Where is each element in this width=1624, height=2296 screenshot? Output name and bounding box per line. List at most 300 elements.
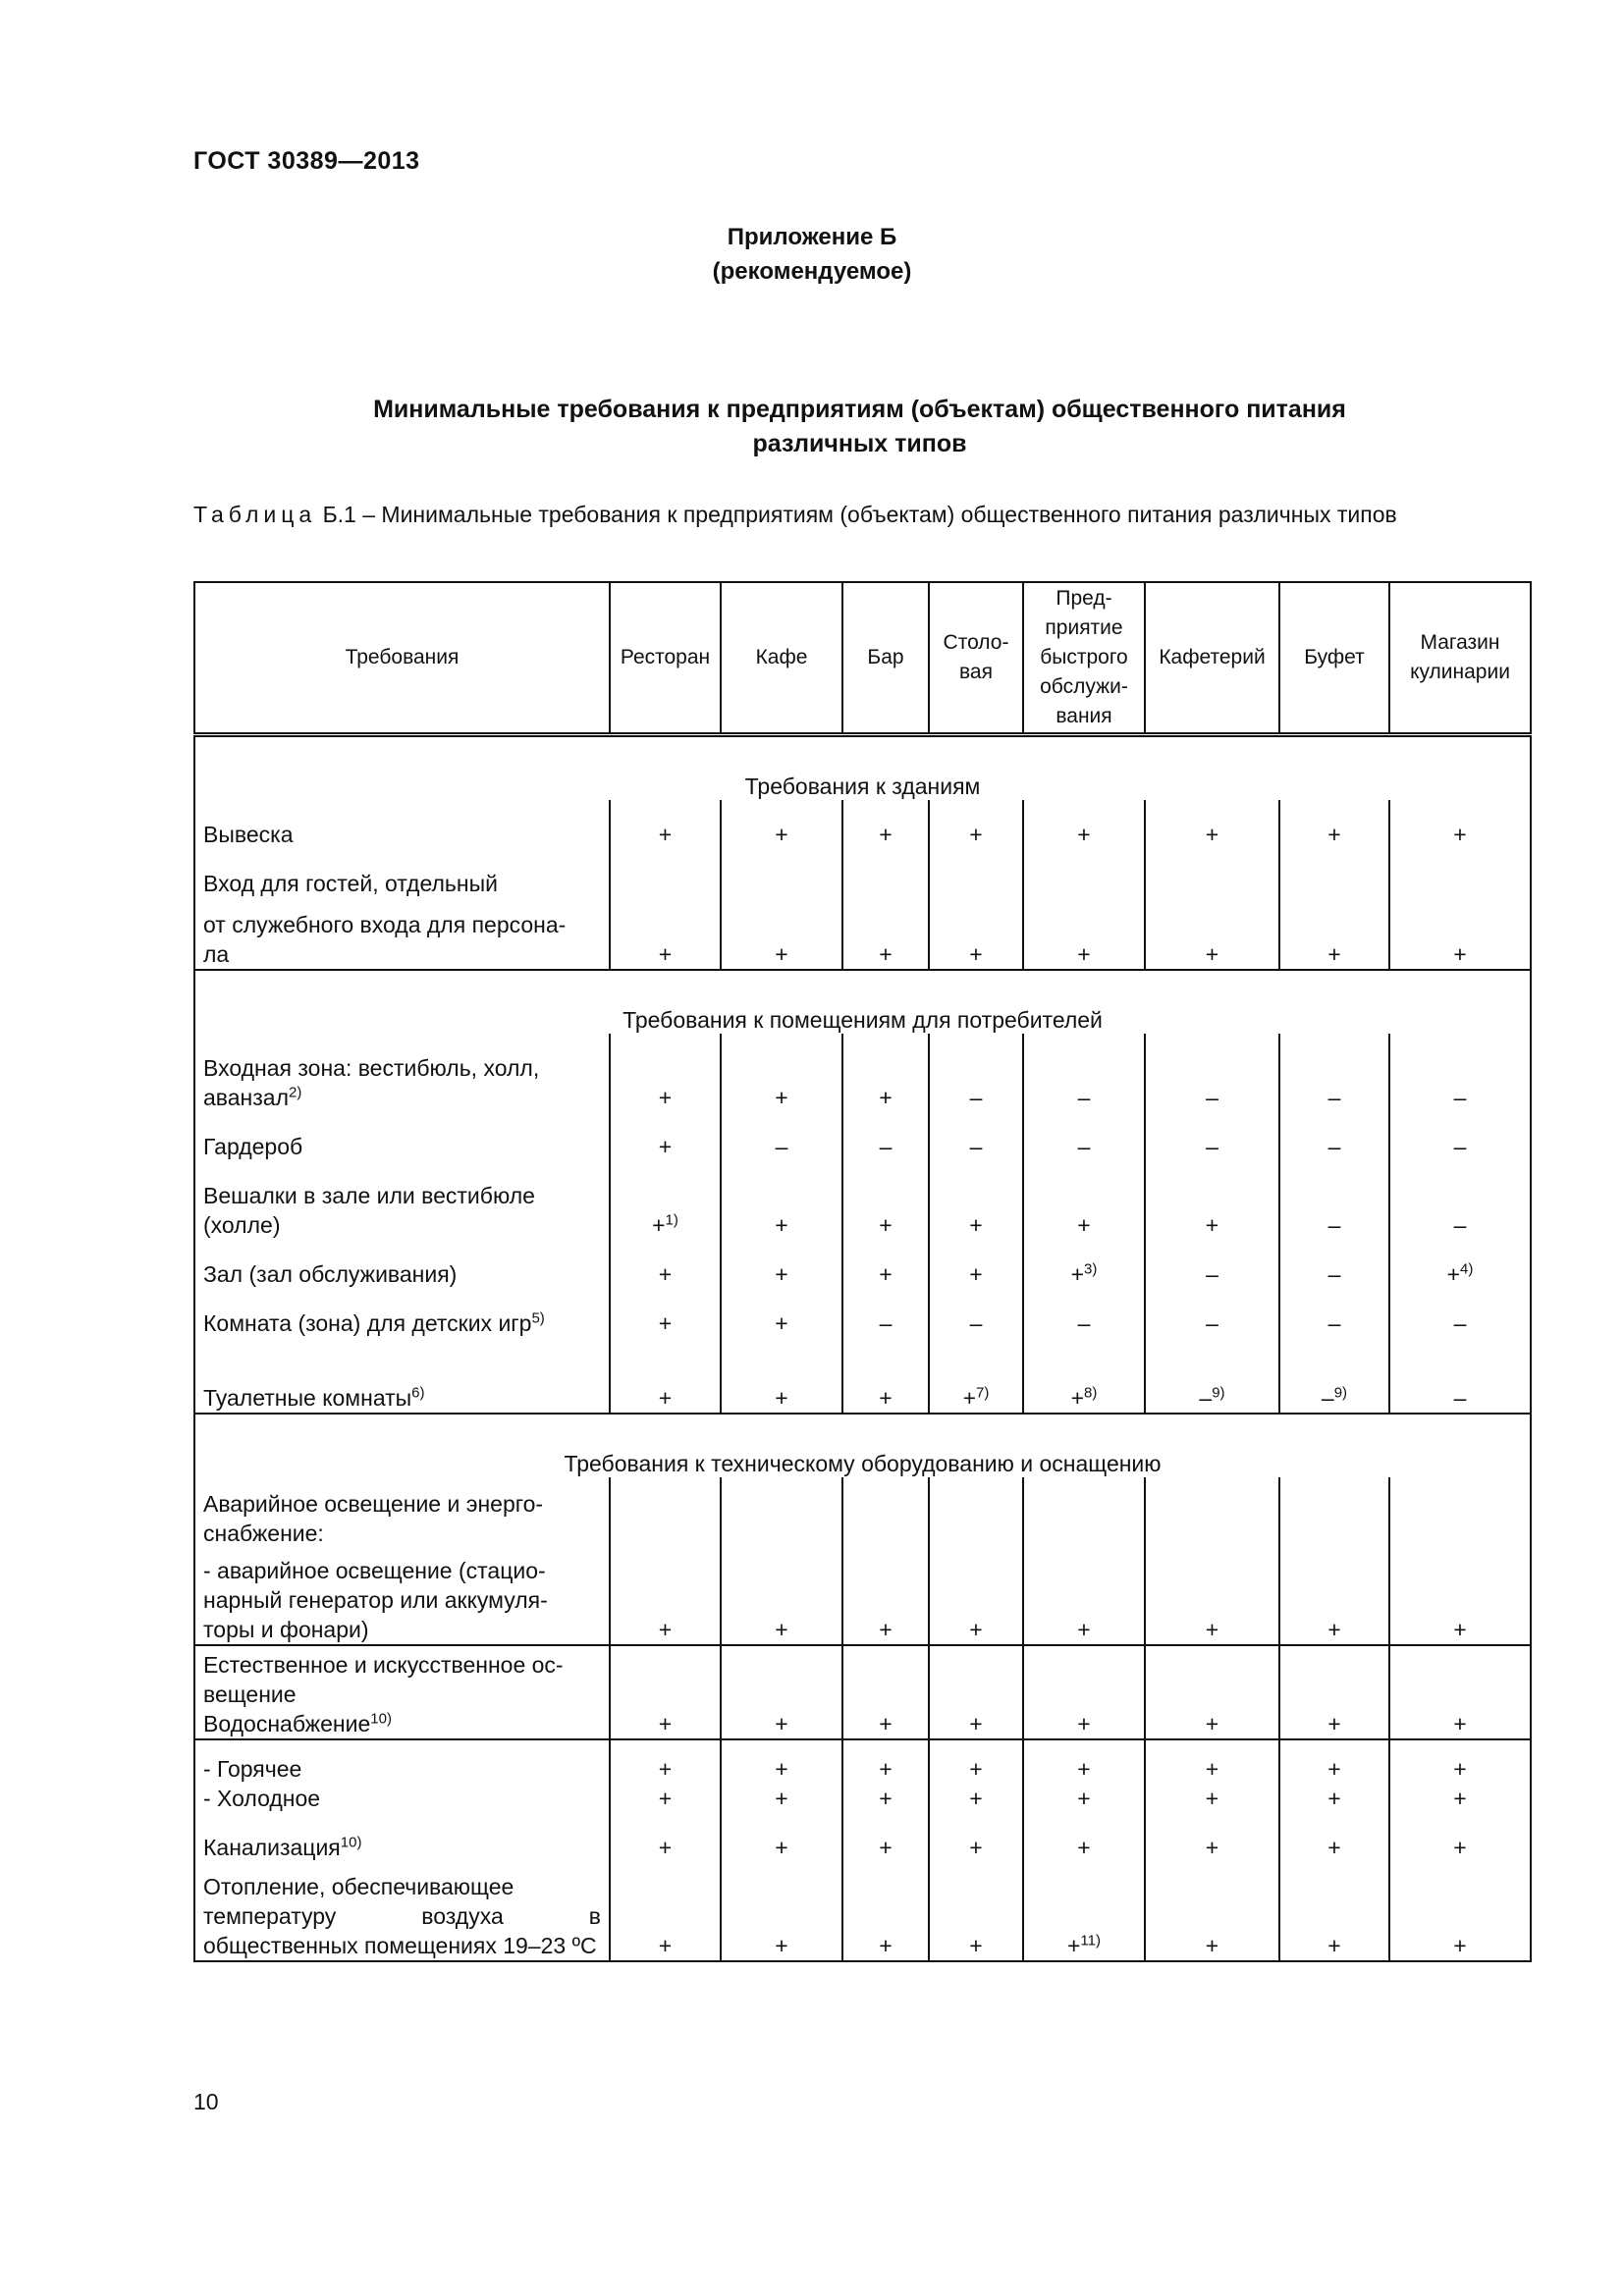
value-cell <box>1279 1112 1389 1161</box>
value-cell <box>610 1338 721 1414</box>
value-cell <box>1389 1548 1531 1645</box>
value-cell <box>721 1112 842 1161</box>
cell-value: + <box>1205 822 1219 847</box>
cell-value: – <box>879 1310 893 1336</box>
cell-value: + <box>969 1933 983 1958</box>
requirement-cell <box>194 800 610 849</box>
cell-value: – <box>1327 1310 1341 1336</box>
cell-value: + <box>969 1835 983 1860</box>
value-cell <box>721 1477 842 1548</box>
value-cell <box>842 1289 929 1338</box>
value-cell <box>721 1739 842 1813</box>
value-cell <box>610 1240 721 1289</box>
footnote-marker: 9) <box>1333 1384 1348 1402</box>
value-cell <box>842 1112 929 1161</box>
value-cell <box>1279 1548 1389 1645</box>
cell-value: + <box>775 1617 788 1642</box>
cell-value: + <box>879 1261 893 1287</box>
cell-value: + <box>775 1212 788 1238</box>
cell-value: + <box>1205 1617 1219 1642</box>
cell-value: + <box>658 1933 673 1958</box>
value-cell <box>1023 1161 1145 1240</box>
requirement-text: Отопление, обеспечивающее температуру воздуха в общественных помещениях 19–23 ºС <box>203 1874 601 1958</box>
cell-value: + <box>969 822 983 847</box>
table-row <box>194 1477 1531 1548</box>
value-cell <box>1023 898 1145 970</box>
cell-value: + <box>879 1617 893 1642</box>
cell-value: + + <box>1327 1756 1341 1811</box>
cell-value: + <box>1446 1261 1461 1287</box>
value-cell <box>610 1112 721 1161</box>
requirement-cell <box>194 1034 610 1112</box>
cell-value: + <box>1205 1835 1219 1860</box>
table-row <box>194 898 1531 970</box>
requirement-text: Вывеска <box>203 822 294 847</box>
footnote-marker: 8) <box>1084 1384 1098 1402</box>
requirement-text: Гардероб <box>203 1134 303 1159</box>
cell-value: + <box>1077 1617 1091 1642</box>
value-cell <box>929 1477 1023 1548</box>
col-header-cafe: Кафе <box>721 582 842 735</box>
col-header-fast-food: Пред- приятие быстрого обслужи- вания <box>1023 582 1145 735</box>
value-cell <box>929 1289 1023 1338</box>
cell-value: + <box>1327 1835 1341 1860</box>
value-cell <box>1145 1739 1279 1813</box>
value-cell <box>1023 1034 1145 1112</box>
footnote-marker: 6) <box>411 1384 425 1402</box>
value-cell <box>610 849 721 898</box>
value-cell <box>1279 1289 1389 1338</box>
cell-value: + <box>658 1711 673 1736</box>
requirement-text: - Горячее - Холодное <box>203 1756 321 1811</box>
value-cell <box>1023 1477 1145 1548</box>
document-title-line1: Минимальные требования к предприятиям (объектам) общественного питания <box>373 396 1346 423</box>
appendix-title: Приложение Б <box>727 224 897 250</box>
cell-value: + + <box>879 1756 893 1811</box>
col-header-bar: Бар <box>842 582 929 735</box>
col-header-cafeteria: Кафетерий <box>1145 582 1279 735</box>
cell-value: + <box>658 941 673 967</box>
value-cell <box>1023 1289 1145 1338</box>
cell-value: – <box>1321 1385 1334 1411</box>
value-cell <box>1145 1034 1279 1112</box>
section-row <box>194 735 1531 801</box>
cell-value: + + <box>1077 1756 1091 1811</box>
value-cell <box>1023 800 1145 849</box>
value-cell <box>929 1338 1023 1414</box>
footnote-marker: 4) <box>1460 1260 1474 1278</box>
table-row <box>194 1289 1531 1338</box>
value-cell <box>1023 1862 1145 1961</box>
requirement-cell <box>194 1645 610 1739</box>
table-row <box>194 800 1531 849</box>
value-cell <box>1279 800 1389 849</box>
value-cell <box>929 1862 1023 1961</box>
value-cell <box>721 1813 842 1862</box>
cell-value: – <box>1453 1085 1467 1110</box>
value-cell <box>929 1548 1023 1645</box>
cell-value: – <box>969 1134 983 1159</box>
value-cell <box>929 800 1023 849</box>
value-cell <box>842 1338 929 1414</box>
cell-value: + <box>969 1261 983 1287</box>
cell-value: + <box>962 1385 977 1411</box>
col-header-canteen: Столо- вая <box>929 582 1023 735</box>
value-cell <box>610 1034 721 1112</box>
cell-value: + <box>1205 1711 1219 1736</box>
requirement-cell <box>194 1289 610 1338</box>
cell-value: + <box>1070 1385 1085 1411</box>
cell-value: + <box>969 1711 983 1736</box>
col-header-requirements: Требования <box>194 582 610 735</box>
value-cell <box>1145 1548 1279 1645</box>
table-row <box>194 1338 1531 1414</box>
cell-value: + <box>1205 1212 1219 1238</box>
value-cell <box>1279 1338 1389 1414</box>
value-cell <box>929 1034 1023 1112</box>
value-cell <box>1389 849 1531 898</box>
cell-value: + <box>969 1212 983 1238</box>
value-cell <box>842 1739 929 1813</box>
value-cell <box>610 1813 721 1862</box>
value-cell <box>721 1289 842 1338</box>
value-cell <box>842 1813 929 1862</box>
cell-value: + <box>658 1310 673 1336</box>
cell-value: + <box>775 1085 788 1110</box>
value-cell <box>1279 1240 1389 1289</box>
cell-value: + <box>1327 1711 1341 1736</box>
col-header-culinary-shop: Магазин кулинарии <box>1389 582 1531 735</box>
requirement-text: Аварийное освещение и энерго- снабжение: <box>203 1491 544 1546</box>
footnote-marker: 5) <box>531 1309 545 1327</box>
value-cell <box>1023 1548 1145 1645</box>
value-cell <box>721 1161 842 1240</box>
table-body <box>194 735 1531 1962</box>
footnote-marker: 9) <box>1212 1384 1225 1402</box>
cell-value: + <box>969 1617 983 1642</box>
table-row <box>194 1034 1531 1112</box>
table-row <box>194 1112 1531 1161</box>
cell-value: + + <box>775 1756 788 1811</box>
cell-value: + <box>1077 941 1091 967</box>
value-cell <box>1389 1338 1531 1414</box>
value-cell <box>1145 1862 1279 1961</box>
cell-value: + <box>652 1212 666 1238</box>
cell-value: + <box>1327 822 1341 847</box>
value-cell <box>1023 1112 1145 1161</box>
cell-value: + <box>775 1933 788 1958</box>
value-cell <box>1389 1240 1531 1289</box>
cell-value: – <box>1453 1212 1467 1238</box>
value-cell <box>1389 1862 1531 1961</box>
section-title: Требования к зданиям <box>194 735 1531 801</box>
cell-value: – <box>1327 1085 1341 1110</box>
value-cell <box>929 1240 1023 1289</box>
requirement-text: Туалетные комнаты <box>203 1385 412 1411</box>
value-cell <box>1279 1161 1389 1240</box>
value-cell <box>1279 1645 1389 1739</box>
appendix-note: (рекомендуемое) <box>712 258 912 285</box>
cell-value: + <box>775 1310 788 1336</box>
table-row <box>194 1645 1531 1739</box>
cell-value: + <box>1453 1933 1467 1958</box>
cell-value: – <box>1077 1085 1091 1110</box>
requirement-cell <box>194 1548 610 1645</box>
value-cell <box>610 1161 721 1240</box>
page-number: 10 <box>193 2089 219 2114</box>
value-cell <box>1389 1112 1531 1161</box>
requirement-cell <box>194 1112 610 1161</box>
value-cell <box>842 1862 929 1961</box>
cell-value: + <box>775 1711 788 1736</box>
value-cell <box>929 849 1023 898</box>
cell-value: – <box>1327 1134 1341 1159</box>
value-cell <box>929 898 1023 970</box>
value-cell <box>1145 1289 1279 1338</box>
requirement-cell <box>194 1813 610 1862</box>
value-cell <box>610 1477 721 1548</box>
value-cell <box>842 1477 929 1548</box>
cell-value: – <box>1327 1212 1341 1238</box>
cell-value: + <box>1205 941 1219 967</box>
value-cell <box>1023 1240 1145 1289</box>
value-cell <box>1389 1161 1531 1240</box>
table-row <box>194 1240 1531 1289</box>
requirement-cell <box>194 1477 610 1548</box>
footnote-marker: 2) <box>289 1084 302 1101</box>
section-row <box>194 970 1531 1034</box>
value-cell <box>1389 1289 1531 1338</box>
value-cell <box>610 1862 721 1961</box>
value-cell <box>1023 849 1145 898</box>
cell-value: + <box>879 1933 893 1958</box>
cell-value: – <box>1206 1261 1218 1287</box>
cell-value: – <box>969 1310 983 1336</box>
value-cell <box>1145 1645 1279 1739</box>
cell-value: – <box>969 1085 983 1110</box>
cell-value: + <box>775 1261 788 1287</box>
requirement-cell <box>194 1862 610 1961</box>
requirement-cell <box>194 1739 610 1813</box>
requirement-cell <box>194 1240 610 1289</box>
requirement-text: Канализация <box>203 1835 341 1860</box>
cell-value: – <box>1077 1310 1091 1336</box>
value-cell <box>1023 1338 1145 1414</box>
col-header-restaurant: Ресторан <box>610 582 721 735</box>
value-cell <box>1389 1739 1531 1813</box>
cell-value: + <box>879 1835 893 1860</box>
section-row <box>194 1414 1531 1477</box>
value-cell <box>1389 1034 1531 1112</box>
value-cell <box>842 1645 929 1739</box>
requirement-cell <box>194 1161 610 1240</box>
cell-value: – <box>775 1134 788 1159</box>
value-cell <box>1279 1739 1389 1813</box>
value-cell <box>1279 1813 1389 1862</box>
value-cell <box>1145 898 1279 970</box>
value-cell <box>721 1862 842 1961</box>
cell-value: + <box>775 822 788 847</box>
cell-value: + <box>879 1212 893 1238</box>
value-cell <box>721 800 842 849</box>
cell-value: + <box>658 1085 673 1110</box>
cell-value: + + <box>1453 1756 1467 1811</box>
value-cell <box>1279 1862 1389 1961</box>
value-cell <box>842 1034 929 1112</box>
table-header-row <box>194 582 1531 735</box>
value-cell <box>1279 1477 1389 1548</box>
cell-value: + <box>1453 1617 1467 1642</box>
value-cell <box>1145 1161 1279 1240</box>
requirement-cell <box>194 1338 610 1414</box>
value-cell <box>721 1034 842 1112</box>
value-cell <box>1389 800 1531 849</box>
table-caption-text: Б.1 – Минимальные требования к предприятиям (объектам) общественного питания различных типов <box>316 502 1397 527</box>
requirement-text: Зал (зал обслуживания) <box>203 1261 458 1287</box>
cell-value: + <box>1453 941 1467 967</box>
value-cell <box>721 1338 842 1414</box>
requirement-text: Вешалки в зале или вестибюле (холле) <box>203 1183 535 1238</box>
footnote-marker: 7) <box>976 1384 990 1402</box>
value-cell <box>1279 849 1389 898</box>
cell-value: – <box>1453 1385 1467 1411</box>
value-cell <box>842 800 929 849</box>
requirements-table <box>193 581 1532 1962</box>
cell-value: – <box>1206 1310 1218 1336</box>
value-cell <box>721 1240 842 1289</box>
document-title <box>193 393 1526 461</box>
value-cell <box>1389 898 1531 970</box>
table-row <box>194 1548 1531 1645</box>
footnote-marker: 3) <box>1084 1260 1098 1278</box>
requirement-cell <box>194 898 610 970</box>
cell-value: + <box>1077 822 1091 847</box>
cell-value: + <box>879 1385 893 1411</box>
value-cell <box>610 1739 721 1813</box>
section-title: Требования к помещениям для потребителей <box>194 970 1531 1034</box>
value-cell <box>842 898 929 970</box>
value-cell <box>610 1548 721 1645</box>
value-cell <box>1389 1645 1531 1739</box>
value-cell <box>1145 1240 1279 1289</box>
document-title-line2: различных типов <box>752 430 967 457</box>
cell-value: + <box>879 941 893 967</box>
cell-value: – <box>1077 1134 1091 1159</box>
cell-value: + + <box>969 1756 983 1811</box>
value-cell <box>721 849 842 898</box>
cell-value: + <box>1453 822 1467 847</box>
footnote-marker: 10) <box>370 1710 392 1728</box>
value-cell <box>929 1112 1023 1161</box>
footnote-marker: 1) <box>665 1211 678 1229</box>
value-cell <box>1145 1813 1279 1862</box>
value-cell <box>1145 1477 1279 1548</box>
cell-value: + + <box>1205 1756 1219 1811</box>
value-cell <box>610 1289 721 1338</box>
cell-value: + <box>879 822 893 847</box>
standard-header: ГОСТ 30389—2013 <box>193 147 420 175</box>
table-row <box>194 1161 1531 1240</box>
value-cell <box>721 898 842 970</box>
value-cell <box>1279 1034 1389 1112</box>
cell-value: + <box>1453 1835 1467 1860</box>
value-cell <box>1145 1112 1279 1161</box>
cell-value: – <box>879 1134 893 1159</box>
cell-value: + <box>1327 941 1341 967</box>
cell-value: + <box>879 1711 893 1736</box>
value-cell <box>610 898 721 970</box>
value-cell <box>610 1645 721 1739</box>
table-caption <box>193 499 1519 530</box>
table-caption-label: Таблица <box>193 502 317 527</box>
value-cell <box>1023 1813 1145 1862</box>
value-cell <box>929 1645 1023 1739</box>
cell-value: – <box>1327 1261 1341 1287</box>
footnote-marker: 10) <box>340 1834 362 1851</box>
value-cell <box>1145 849 1279 898</box>
cell-value: + <box>775 941 788 967</box>
value-cell <box>610 800 721 849</box>
cell-value: – <box>1453 1310 1467 1336</box>
value-cell <box>1023 1645 1145 1739</box>
cell-value: + <box>1077 1835 1091 1860</box>
cell-value: + <box>658 1385 673 1411</box>
value-cell <box>1279 898 1389 970</box>
value-cell <box>842 1240 929 1289</box>
requirement-text: Естественное и искусственное ос- вещение Водоснабжение <box>203 1652 564 1736</box>
cell-value: + <box>969 941 983 967</box>
requirement-text: Вход для гостей, отдельный <box>203 871 498 896</box>
cell-value: + <box>1066 1933 1081 1958</box>
value-cell <box>842 1161 929 1240</box>
value-cell <box>1145 800 1279 849</box>
value-cell <box>1145 1338 1279 1414</box>
cell-value: + <box>658 1261 673 1287</box>
cell-value: + <box>658 1835 673 1860</box>
cell-value: + + <box>658 1756 673 1811</box>
cell-value: + <box>1205 1933 1219 1958</box>
value-cell <box>1023 1739 1145 1813</box>
requirement-text: - аварийное освещение (стацио- нарный генератор или аккумуля- торы и фонари) <box>203 1558 548 1642</box>
value-cell <box>1389 1477 1531 1548</box>
col-header-buffet: Буфет <box>1279 582 1389 735</box>
cell-value: + <box>658 822 673 847</box>
cell-value: + <box>775 1385 788 1411</box>
table-row <box>194 1739 1531 1813</box>
value-cell <box>929 1161 1023 1240</box>
cell-value: + <box>1070 1261 1085 1287</box>
section-title: Требования к техническому оборудованию и оснащению <box>194 1414 1531 1477</box>
requirement-text: Комната (зона) для детских игр <box>203 1310 532 1336</box>
cell-value: + <box>1077 1711 1091 1736</box>
requirement-text: от служебного входа для персона- ла <box>203 912 567 967</box>
table-row <box>194 1813 1531 1862</box>
cell-value: – <box>1453 1134 1467 1159</box>
cell-value: – <box>1199 1385 1213 1411</box>
requirement-text: Входная зона: вестибюль, холл, аванзал <box>203 1055 540 1110</box>
table-row <box>194 849 1531 898</box>
value-cell <box>1389 1813 1531 1862</box>
cell-value: + <box>658 1617 673 1642</box>
cell-value: – <box>1206 1085 1218 1110</box>
cell-value: + <box>1077 1212 1091 1238</box>
requirement-cell <box>194 849 610 898</box>
value-cell <box>721 1548 842 1645</box>
value-cell <box>842 1548 929 1645</box>
cell-value: + <box>879 1085 893 1110</box>
cell-value: + <box>1327 1933 1341 1958</box>
cell-value: + <box>1453 1711 1467 1736</box>
